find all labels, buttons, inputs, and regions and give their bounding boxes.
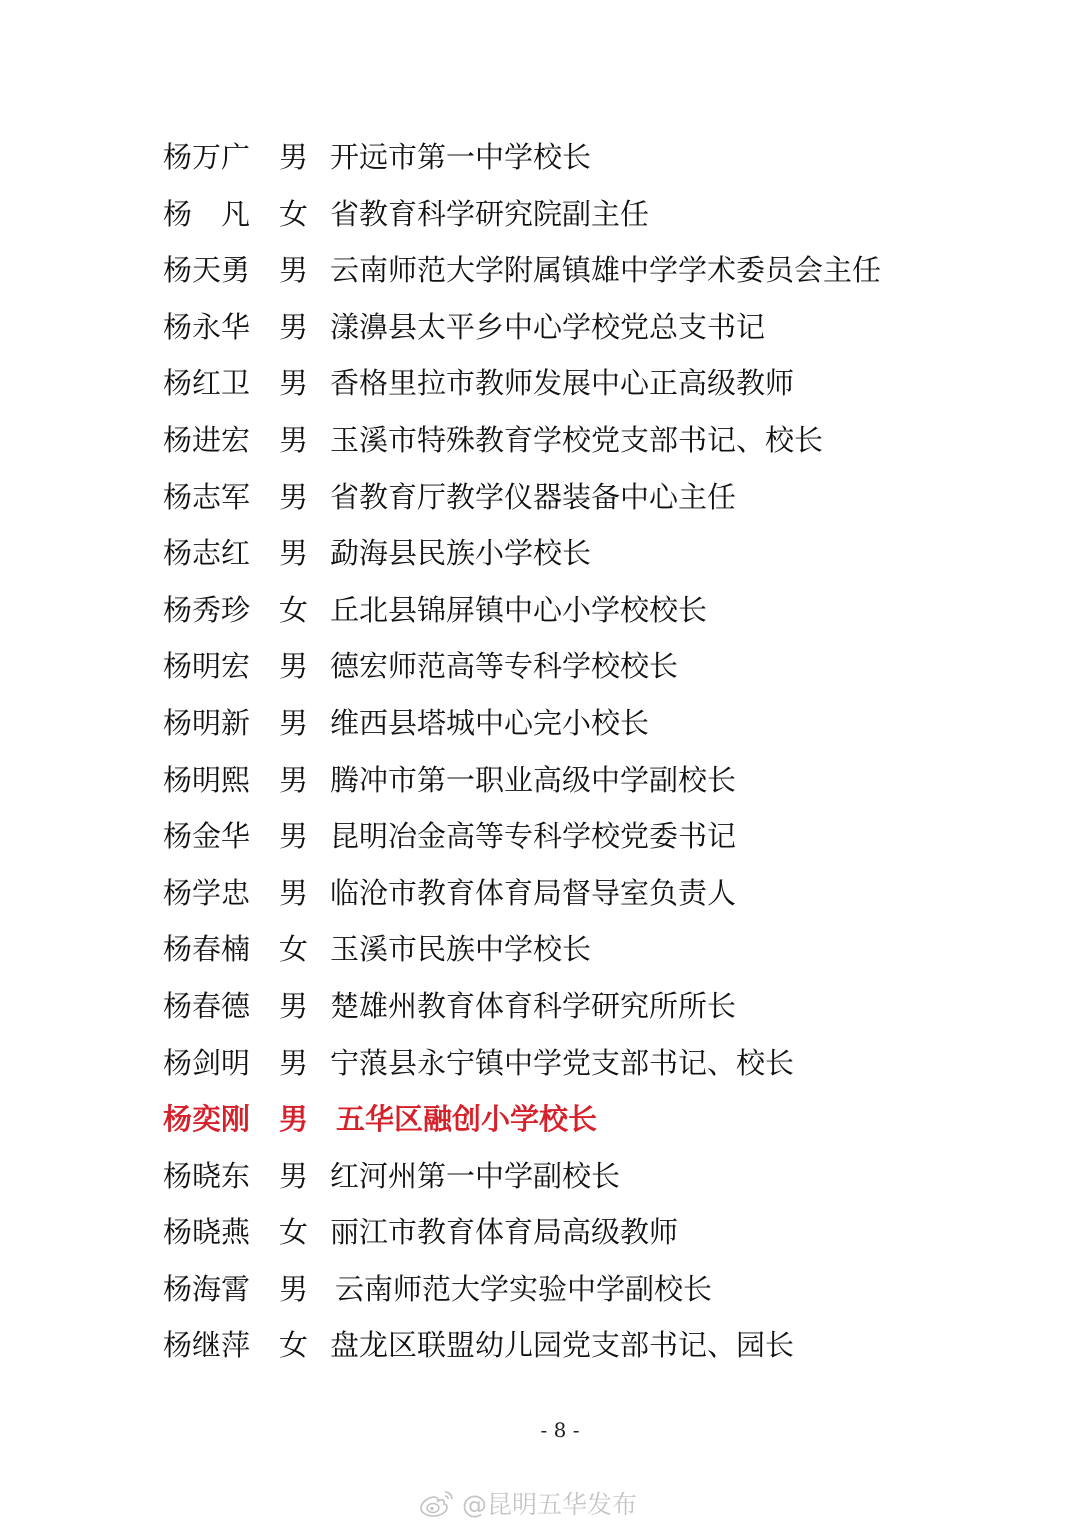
- list-item: [163, 1035, 1043, 1092]
- list-item-highlighted: [163, 1091, 1043, 1148]
- person-gender: 男: [279, 309, 309, 344]
- person-name: 杨秀珍: [163, 592, 251, 627]
- person-title: 玉溪市民族中学校长: [330, 932, 592, 967]
- person-name: 杨奕刚: [163, 1102, 251, 1137]
- watermark-text: @昆明五华发布: [462, 1490, 638, 1519]
- personnel-list: [163, 129, 1043, 1374]
- list-item: [163, 525, 1043, 582]
- person-gender: 男: [279, 422, 309, 457]
- person-name: 杨红卫: [163, 366, 251, 401]
- person-gender: 男: [279, 649, 309, 684]
- person-title: 漾濞县太平乡中心学校党总支书记: [330, 309, 766, 344]
- person-gender: 男: [279, 536, 309, 571]
- list-item: [163, 978, 1043, 1035]
- person-gender: 男: [279, 366, 309, 401]
- person-gender: 男: [279, 1271, 309, 1306]
- list-item: [163, 865, 1043, 922]
- person-title: 临沧市教育体育局督导室负责人: [330, 875, 737, 910]
- person-name: 杨明新: [163, 705, 251, 740]
- page-number: - 8 -: [540, 1418, 580, 1442]
- person-gender: 男: [279, 1045, 309, 1080]
- person-gender: 男: [279, 875, 309, 910]
- person-name: 杨明宏: [163, 649, 251, 684]
- person-name: 杨晓燕: [163, 1215, 251, 1250]
- person-title: 腾冲市第一职业高级中学副校长: [330, 762, 737, 797]
- list-item: [163, 299, 1043, 356]
- list-item: [163, 242, 1043, 299]
- person-gender: 男: [279, 140, 309, 174]
- person-title: 香格里拉市教师发展中心正高级教师: [330, 366, 795, 401]
- person-name: 杨春楠: [163, 932, 251, 967]
- person-title: 宁蒗县永宁镇中学党支部书记、校长: [330, 1045, 795, 1080]
- person-name: 杨万广: [163, 140, 251, 174]
- person-gender: 男: [279, 762, 309, 797]
- list-item: [163, 638, 1043, 695]
- person-title: 云南师范大学附属镇雄中学学术委员会主任: [330, 253, 882, 288]
- person-name: 杨明熙: [163, 762, 251, 797]
- person-name: 杨天勇: [163, 253, 251, 288]
- person-gender: 男: [279, 705, 309, 740]
- list-item: [163, 1148, 1043, 1205]
- person-gender: 男: [279, 819, 309, 854]
- person-title: 红河州第一中学副校长: [330, 1158, 621, 1193]
- list-item: [163, 1204, 1043, 1261]
- person-gender: 女: [279, 196, 309, 231]
- person-name: 杨海霄: [163, 1271, 251, 1306]
- person-gender: 男: [279, 1158, 309, 1193]
- person-gender: 男: [279, 253, 309, 288]
- list-item: [163, 129, 1043, 186]
- person-title: 丽江市教育体育局高级教师: [330, 1215, 679, 1250]
- person-name: 杨晓东: [163, 1158, 251, 1193]
- person-title: 勐海县民族小学校长: [330, 536, 592, 571]
- person-title: 开远市第一中学校长: [330, 140, 592, 174]
- person-name: 杨剑明: [163, 1045, 251, 1080]
- weibo-icon: [418, 1488, 456, 1518]
- person-title: 维西县塔城中心完小校长: [330, 705, 650, 740]
- person-title: 昆明冶金高等专科学校党委书记: [330, 819, 737, 854]
- person-title: 云南师范大学实验中学副校长: [335, 1271, 713, 1306]
- person-name: 杨继萍: [163, 1328, 251, 1363]
- list-item: [163, 1261, 1043, 1318]
- person-gender: 女: [279, 1328, 309, 1363]
- list-item: [163, 186, 1043, 243]
- list-item: [163, 695, 1043, 752]
- list-item: [163, 412, 1043, 469]
- person-name: 杨进宏: [163, 422, 251, 457]
- list-item: [163, 808, 1043, 865]
- person-title: 楚雄州教育体育科学研究所所长: [330, 988, 737, 1023]
- person-gender: 男: [279, 988, 309, 1023]
- person-title: 五华区融创小学校长: [336, 1102, 598, 1137]
- person-name: 杨志军: [163, 479, 251, 514]
- person-name: 杨志红: [163, 536, 251, 571]
- person-gender: 女: [279, 592, 309, 627]
- person-title: 盘龙区联盟幼儿园党支部书记、园长: [330, 1328, 795, 1363]
- person-name: 杨学忠: [163, 875, 251, 910]
- person-name: 杨 凡: [163, 196, 251, 231]
- person-name: 杨永华: [163, 309, 251, 344]
- list-item: [163, 921, 1043, 978]
- person-title: 丘北县锦屏镇中心小学校校长: [330, 592, 708, 627]
- list-item: [163, 1317, 1043, 1374]
- list-item: [163, 752, 1043, 809]
- person-gender: 女: [279, 932, 309, 967]
- person-name: 杨金华: [163, 819, 251, 854]
- list-item: [163, 469, 1043, 526]
- person-title: 玉溪市特殊教育学校党支部书记、校长: [330, 422, 824, 457]
- person-title: 省教育科学研究院副主任: [330, 196, 650, 231]
- list-item: [163, 582, 1043, 639]
- list-item: [163, 355, 1043, 412]
- person-title: 省教育厅教学仪器装备中心主任: [330, 479, 737, 514]
- watermark: [418, 1482, 637, 1524]
- person-title: 德宏师范高等专科学校校长: [330, 649, 679, 684]
- person-gender: 女: [279, 1215, 309, 1250]
- person-name: 杨春德: [163, 988, 251, 1023]
- person-gender: 男: [279, 1102, 309, 1137]
- person-gender: 男: [279, 479, 309, 514]
